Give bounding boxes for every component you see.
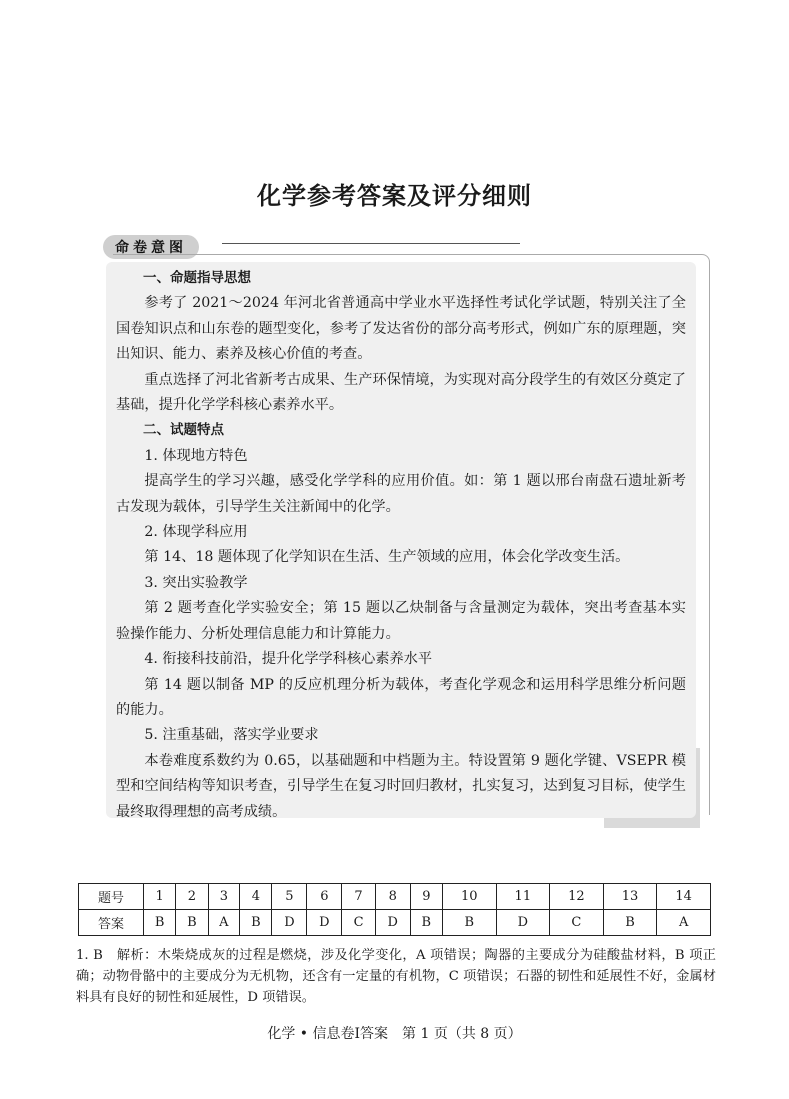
table-cell: 11 <box>496 884 550 910</box>
table-cell: 2 <box>176 884 208 910</box>
table-cell: B <box>442 910 496 936</box>
table-cell: B <box>176 910 208 936</box>
feature-title: 2. 体现学科应用 <box>144 524 248 541</box>
paragraph: 第 14 题以制备 MP 的反应机理分析为载体，考查化学观念和运用科学思维分析问题的能力。 <box>116 676 686 718</box>
table-cell: 13 <box>603 884 657 910</box>
table-cell: 12 <box>550 884 604 910</box>
table-cell: B <box>410 910 442 936</box>
table-cell: 8 <box>375 884 410 910</box>
table-cell: 5 <box>272 884 307 910</box>
table-cell: A <box>657 910 711 936</box>
answer-analysis: 1. B 解析：木柴烧成灰的过程是燃烧，涉及化学变化，A 项错误；陶器的主要成分为硅酸盐材料，B 项正确；动物骨骼中的主要成分为无机物，还含有一定量的有机物，C 项错误；石器的韧性和延展性不好，金属材料具有良好的韧性和延展性，D 项错误。 <box>76 948 716 1005</box>
table-cell: 3 <box>208 884 240 910</box>
badge-divider <box>222 243 520 244</box>
table-cell: B <box>144 910 176 936</box>
table-cell: 9 <box>410 884 442 910</box>
section-heading: 一、命题指导思想 <box>143 270 251 286</box>
answer-row <box>79 910 711 936</box>
section-badge: 命卷意图 <box>103 235 199 259</box>
page-footer: 化学 • 信息卷Ⅰ答案 第 1 页（共 8 页） <box>267 1026 522 1042</box>
table-cell: 7 <box>342 884 375 910</box>
page-title: 化学参考答案及评分细则 <box>257 181 532 210</box>
table-cell: D <box>375 910 410 936</box>
paragraph: 本卷难度系数约为 0.65，以基础题和中档题为主。特设置第 9 题化学键、VSEPR 模型和空间结构等知识考查，引导学生在复习时回归教材，扎实复习，达到复习目标，使学生最终取得理想的高考成绩。 <box>116 752 686 820</box>
paragraph: 第 14、18 题体现了化学知识在生活、生产领域的应用，体会化学改变生活。 <box>144 549 630 566</box>
table-cell: 6 <box>307 884 342 910</box>
feature-title: 3. 突出实验教学 <box>144 574 248 591</box>
table-cell: D <box>272 910 307 936</box>
paragraph: 提高学生的学习兴趣，感受化学学科的应用价值。如：第 1 题以邢台南盘石遗址新考古发现为载体，引导学生关注新闻中的化学。 <box>116 473 686 515</box>
paragraph: 重点选择了河北省新考古成果、生产环保情境，为实现对高分段学生的有效区分奠定了基础，提升化学学科核心素养水平。 <box>116 371 686 414</box>
table-cell: A <box>208 910 240 936</box>
table-cell: 10 <box>442 884 496 910</box>
feature-title: 1. 体现地方特色 <box>144 447 248 464</box>
table-cell: 14 <box>657 884 711 910</box>
table-cell: D <box>496 910 550 936</box>
answer-table <box>78 883 711 936</box>
table-cell: C <box>342 910 375 936</box>
row-label: 答案 <box>79 910 144 936</box>
table-cell: C <box>550 910 604 936</box>
table-cell: 1 <box>144 884 176 910</box>
table-cell: B <box>240 910 272 936</box>
section-heading: 二、试题特点 <box>143 422 224 439</box>
paragraph: 第 2 题考查化学实验安全；第 15 题以乙炔制备与含量测定为载体，突出考查基本实验操作能力、分析处理信息能力和计算能力。 <box>116 600 686 642</box>
feature-title: 5. 注重基础，落实学业要求 <box>144 727 319 744</box>
row-label: 题号 <box>79 884 144 910</box>
table-cell: D <box>307 910 342 936</box>
table-cell: 4 <box>240 884 272 910</box>
intent-content <box>116 266 686 825</box>
paragraph: 参考了 2021～2024 年河北省普通高中学业水平选择性考试化学试题，特别关注了全国卷知识点和山东卷的题型变化，参考了发达省份的部分高考形式，例如广东的原理题，突出知识、能力、素养及核心价值的考查。 <box>116 295 686 363</box>
table-cell: B <box>603 910 657 936</box>
feature-title: 4. 衔接科技前沿，提升化学学科核心素养水平 <box>144 651 433 668</box>
question-number-row <box>79 884 711 910</box>
